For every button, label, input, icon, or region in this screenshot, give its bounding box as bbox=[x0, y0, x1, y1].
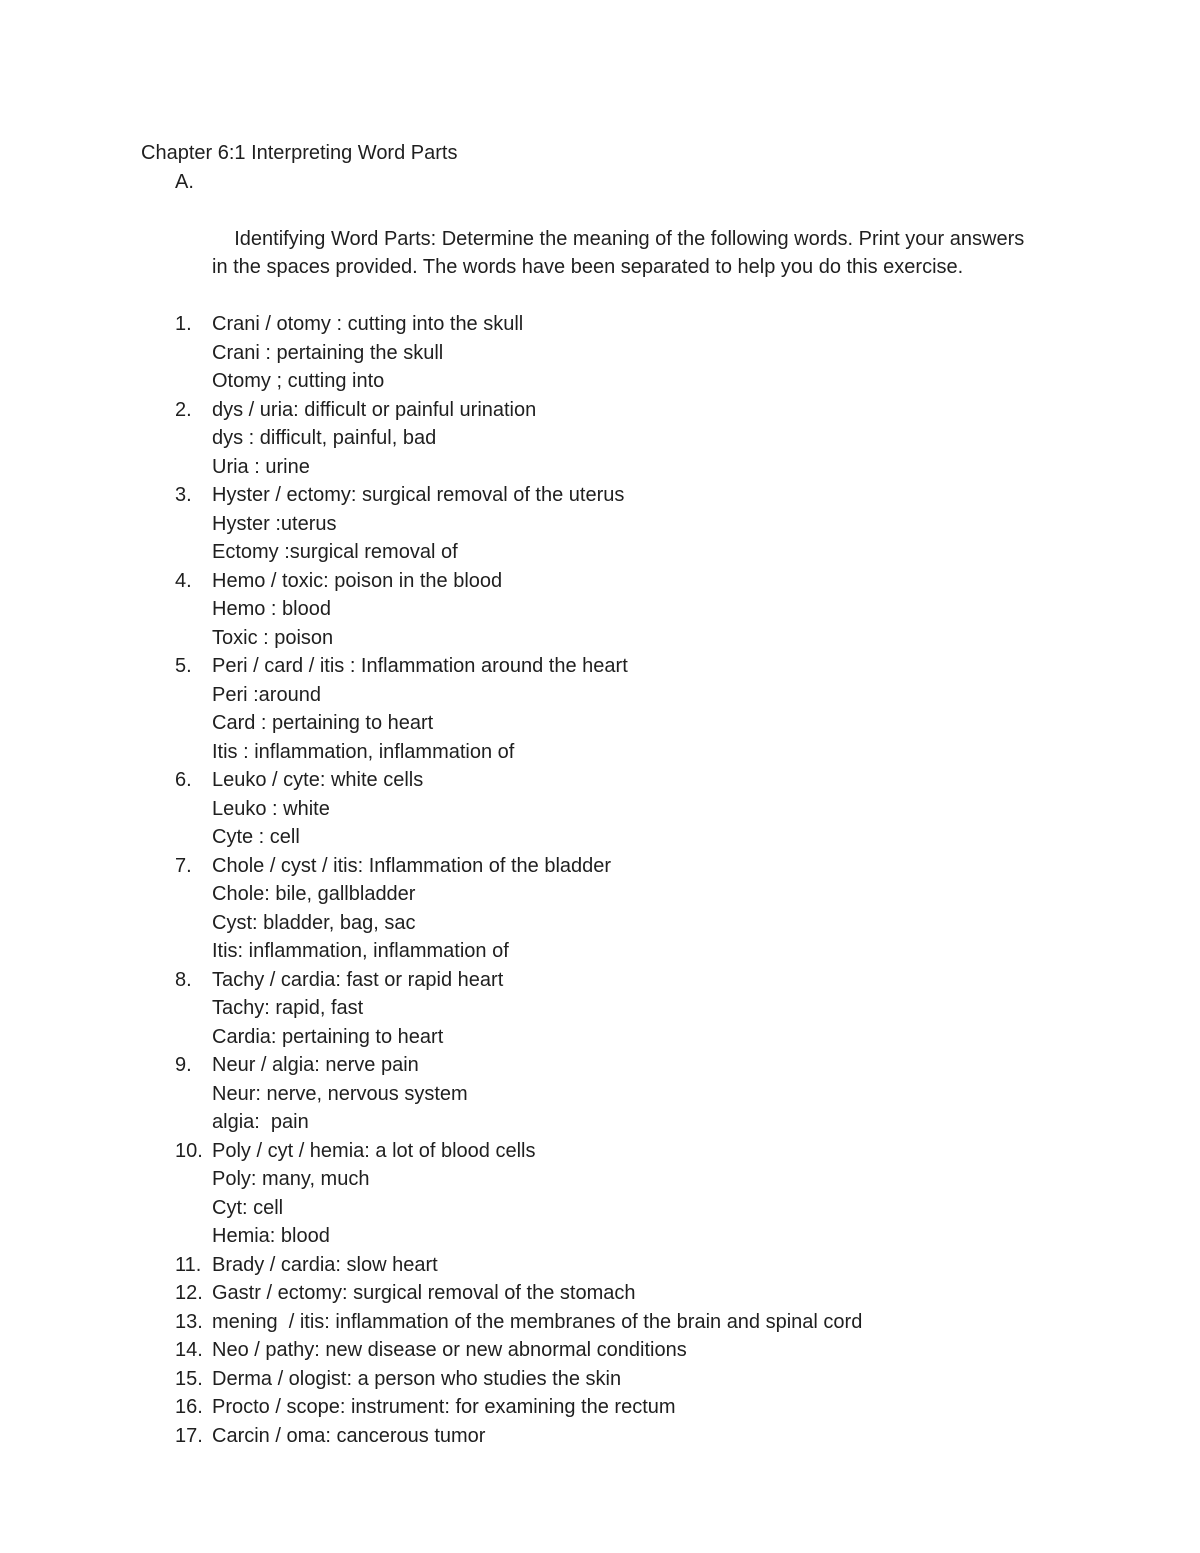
item-definition: Neur / algia: nerve pain bbox=[212, 1054, 419, 1076]
item-number: 13. bbox=[175, 1310, 203, 1333]
list-item bbox=[141, 1365, 1041, 1394]
item-number: 17. bbox=[175, 1424, 203, 1447]
item-definition: Peri / card / itis : Inflammation around the heart bbox=[212, 655, 628, 677]
item-word-part: dys : difficult, painful, bad bbox=[212, 427, 437, 449]
item-word-part: Hemo : blood bbox=[212, 598, 331, 620]
item-number: 5. bbox=[175, 655, 192, 677]
item-number: 9. bbox=[175, 1054, 192, 1076]
item-number: 3. bbox=[175, 484, 192, 506]
item-word-part: Leuko : white bbox=[212, 797, 330, 820]
item-number: 1. bbox=[175, 313, 192, 335]
item-word-part: Hyster :uterus bbox=[212, 512, 337, 535]
item-word-part: Otomy ; cutting into bbox=[212, 370, 385, 392]
item-word-part: Cyt: cell bbox=[212, 1196, 284, 1219]
item-definition: Brady / cardia: slow heart bbox=[212, 1253, 438, 1276]
item-word-part: Neur: nerve, nervous system bbox=[212, 1082, 468, 1105]
item-definition: Leuko / cyte: white cells bbox=[212, 769, 424, 791]
list-item bbox=[141, 852, 1041, 881]
list-item bbox=[141, 1051, 1041, 1080]
list-item bbox=[141, 652, 1041, 681]
item-definition: Hemo / toxic: poison in the blood bbox=[212, 569, 503, 592]
list-item bbox=[141, 481, 1041, 510]
item-number: 11. bbox=[175, 1253, 202, 1276]
item-number: 10. bbox=[175, 1139, 203, 1162]
item-word-part: Hemia: blood bbox=[212, 1225, 330, 1247]
item-word-part: Uria : urine bbox=[212, 455, 310, 478]
item-number: 4. bbox=[175, 569, 192, 592]
item-number: 8. bbox=[175, 968, 192, 991]
list-item bbox=[141, 1308, 1041, 1337]
item-definition: dys / uria: difficult or painful urination bbox=[212, 398, 537, 421]
list-item bbox=[141, 1336, 1041, 1365]
document-body bbox=[141, 139, 1041, 1450]
item-word-part: Crani : pertaining the skull bbox=[212, 341, 444, 364]
item-word-part: Cyst: bladder, bag, sac bbox=[212, 911, 416, 934]
item-word-part: Poly: many, much bbox=[212, 1168, 370, 1190]
item-word-part: Peri :around bbox=[212, 683, 321, 706]
item-word-part: Itis : inflammation, inflammation of bbox=[212, 740, 515, 763]
item-definition: Procto / scope: instrument: for examining the rectum bbox=[212, 1396, 676, 1418]
item-definition: Chole / cyst / itis: Inflammation of the bladder bbox=[212, 854, 612, 877]
item-number: 15. bbox=[175, 1367, 203, 1390]
item-definition: Tachy / cardia: fast or rapid heart bbox=[212, 968, 504, 991]
word-parts-list bbox=[141, 310, 1041, 1450]
item-word-part: Cardia: pertaining to heart bbox=[212, 1025, 444, 1048]
list-item bbox=[141, 966, 1041, 995]
item-number: 2. bbox=[175, 398, 192, 421]
item-word-part: Tachy: rapid, fast bbox=[212, 997, 364, 1019]
section-marker: A. bbox=[175, 170, 194, 193]
section-a bbox=[141, 168, 1041, 311]
item-number: 16. bbox=[175, 1396, 203, 1418]
item-word-part: Ectomy :surgical removal of bbox=[212, 541, 458, 563]
list-item bbox=[141, 567, 1041, 596]
list-item bbox=[141, 766, 1041, 795]
list-item bbox=[141, 1279, 1041, 1308]
item-word-part: Chole: bile, gallbladder bbox=[212, 883, 416, 905]
list-item bbox=[141, 1137, 1041, 1166]
item-word-part: Itis: inflammation, inflammation of bbox=[212, 940, 509, 962]
item-definition: Hyster / ectomy: surgical removal of the uterus bbox=[212, 484, 625, 506]
item-definition: Gastr / ectomy: surgical removal of the stomach bbox=[212, 1282, 636, 1304]
item-definition: Carcin / oma: cancerous tumor bbox=[212, 1424, 486, 1447]
list-item bbox=[141, 1251, 1041, 1280]
list-item bbox=[141, 1393, 1041, 1422]
item-definition: Derma / ologist: a person who studies the skin bbox=[212, 1367, 622, 1390]
item-definition: Crani / otomy : cutting into the skull bbox=[212, 313, 524, 335]
item-number: 14. bbox=[175, 1339, 203, 1361]
document-title: Chapter 6:1 Interpreting Word Parts bbox=[141, 142, 458, 164]
item-word-part: Cyte : cell bbox=[212, 826, 300, 848]
item-word-part: algia: pain bbox=[212, 1111, 309, 1133]
list-item bbox=[141, 310, 1041, 339]
item-word-part: Card : pertaining to heart bbox=[212, 712, 434, 734]
item-word-part: Toxic : poison bbox=[212, 626, 334, 649]
item-definition: Poly / cyt / hemia: a lot of blood cells bbox=[212, 1139, 536, 1162]
section-instructions: Identifying Word Parts: Determine the meaning of the following words. Print your answers in the spaces provided. The words have been separated to help you do this exercise. bbox=[212, 227, 1030, 278]
item-definition: mening / itis: inflammation of the membranes of the brain and spinal cord bbox=[212, 1310, 863, 1333]
item-number: 7. bbox=[175, 854, 192, 877]
item-definition: Neo / pathy: new disease or new abnormal conditions bbox=[212, 1339, 687, 1361]
item-number: 12. bbox=[175, 1282, 203, 1304]
list-item bbox=[141, 1422, 1041, 1451]
list-item bbox=[141, 396, 1041, 425]
item-number: 6. bbox=[175, 769, 192, 791]
